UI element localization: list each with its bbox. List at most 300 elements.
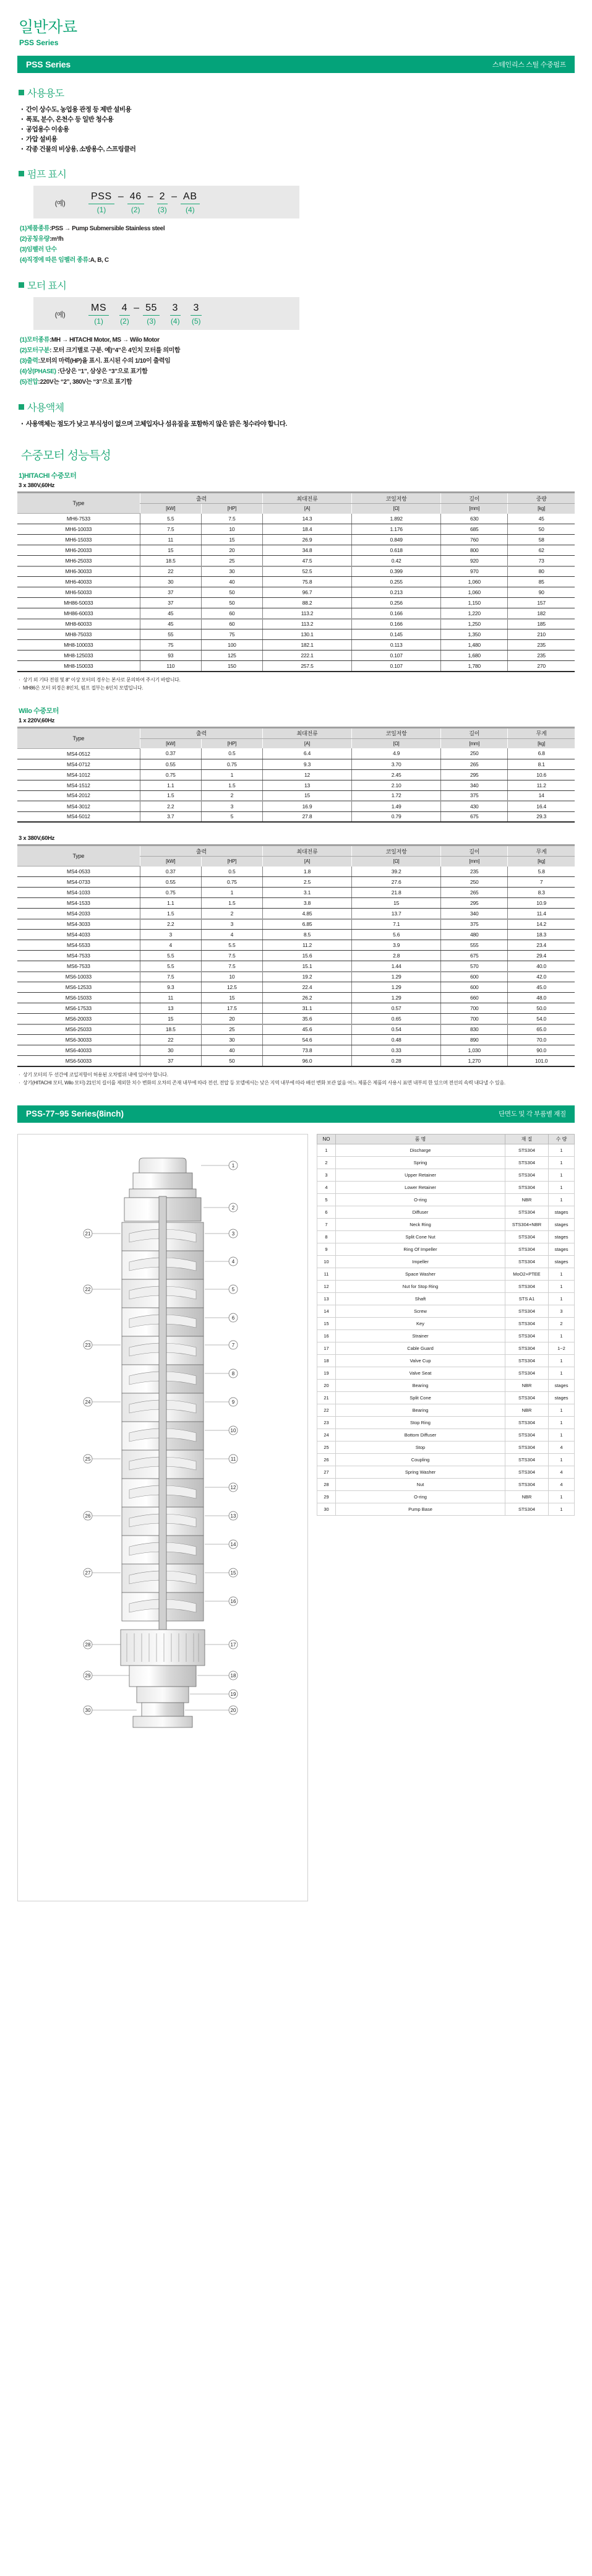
spec-cell: 600 bbox=[441, 982, 508, 993]
liquid-list bbox=[21, 419, 575, 429]
designation-note-value: :단상은 “1”, 삼상은 “3”으로 표기함 bbox=[56, 368, 148, 375]
spec-cell: 2.45 bbox=[352, 769, 441, 780]
drawing-banner-caption: 단면도 및 각 부품별 재질 bbox=[499, 1110, 566, 1118]
spec-table-row bbox=[17, 972, 575, 982]
spec-cell: 0.75 bbox=[140, 888, 201, 898]
spec-cell: 10.6 bbox=[508, 769, 575, 780]
designation-note bbox=[20, 377, 575, 387]
section-heading-liquid bbox=[19, 400, 575, 414]
spec-unit-6: [kg] bbox=[508, 857, 575, 867]
parts-table-row bbox=[317, 1416, 575, 1428]
parts-cell: 14 bbox=[317, 1305, 336, 1317]
spec-cell: 15 bbox=[201, 535, 262, 545]
spec-cell-type: MH6-20033 bbox=[17, 545, 140, 556]
spec-cell: 375 bbox=[441, 790, 508, 801]
spec-col-type: Type bbox=[17, 727, 140, 748]
parts-table-row bbox=[317, 1466, 575, 1478]
spec-table-row bbox=[17, 1024, 575, 1035]
spec-cell: 60 bbox=[201, 619, 262, 629]
spec-cell: 125 bbox=[201, 650, 262, 661]
callout-label: 18 bbox=[230, 1672, 236, 1679]
spec-cell: 9.3 bbox=[140, 982, 201, 993]
parts-col-0: NO bbox=[317, 1134, 336, 1144]
spec-cell: 15 bbox=[262, 790, 351, 801]
spec-cell: 675 bbox=[441, 811, 508, 822]
designation-note bbox=[20, 335, 575, 345]
parts-cell: Spring Washer bbox=[336, 1466, 505, 1478]
parts-col-2: 재 질 bbox=[505, 1134, 549, 1144]
spec-cell: 0.399 bbox=[352, 566, 441, 577]
spec-cell: 6.8 bbox=[508, 748, 575, 759]
spec-cell: 5.5 bbox=[140, 951, 201, 961]
spec-cell: 11 bbox=[140, 535, 201, 545]
spec-cell: 0.849 bbox=[352, 535, 441, 545]
spec-table-row bbox=[17, 577, 575, 587]
designation-token-index: (4) bbox=[185, 205, 195, 214]
spec-table-row bbox=[17, 888, 575, 898]
designation-token bbox=[118, 302, 132, 326]
parts-cell: 4 bbox=[549, 1466, 575, 1478]
spec-cell: 685 bbox=[441, 524, 508, 535]
spec-cell: 50.0 bbox=[508, 1003, 575, 1014]
spec-cell: 11.4 bbox=[508, 909, 575, 919]
parts-cell: Bottom Diffuser bbox=[336, 1428, 505, 1441]
spec-cell: 2.8 bbox=[352, 951, 441, 961]
parts-cell: 1 bbox=[549, 1144, 575, 1156]
spec-cell: 5.5 bbox=[140, 514, 201, 524]
spec-cell: 40 bbox=[201, 1045, 262, 1056]
drawing-and-parts bbox=[17, 1134, 575, 1901]
callout-label: 21 bbox=[85, 1230, 91, 1237]
callout-label: 20 bbox=[230, 1707, 236, 1713]
designation-note-value: :A, B, C bbox=[88, 257, 109, 264]
spec-cell-type: MS6-20033 bbox=[17, 1014, 140, 1024]
parts-cell: 1 bbox=[317, 1144, 336, 1156]
spec-cell-type: MH86-60033 bbox=[17, 608, 140, 619]
designation-note-key: (5)전압 bbox=[20, 379, 38, 386]
spec-cell: 54.6 bbox=[262, 1035, 351, 1045]
spec-cell: 30 bbox=[201, 566, 262, 577]
spec-cell: 1,030 bbox=[441, 1045, 508, 1056]
parts-cell: Nut bbox=[336, 1478, 505, 1490]
pump-drawing-svg bbox=[18, 1135, 307, 1901]
callout-label: 26 bbox=[85, 1513, 91, 1519]
spec-col-1: 출력 bbox=[140, 845, 262, 857]
parts-cell: Strainer bbox=[336, 1329, 505, 1342]
spec-cell: 5.8 bbox=[508, 867, 575, 877]
parts-table-row bbox=[317, 1169, 575, 1181]
spec-cell: 113.2 bbox=[262, 619, 351, 629]
spec-cell: 800 bbox=[441, 545, 508, 556]
wilo-group-title: Wilo 수중모터 bbox=[19, 707, 59, 715]
parts-cell: 1 bbox=[549, 1268, 575, 1280]
parts-cell: Bearing bbox=[336, 1404, 505, 1416]
spec-cell: 42.0 bbox=[508, 972, 575, 982]
parts-table-row bbox=[317, 1280, 575, 1292]
spec-col-4: 길이 bbox=[441, 845, 508, 857]
spec-table-row bbox=[17, 993, 575, 1003]
section-heading-pump-designation bbox=[19, 166, 575, 181]
spec-cell: 18.4 bbox=[262, 524, 351, 535]
usage-list-item: · 가압 설비용 bbox=[21, 134, 575, 144]
spec-cell-type: MH8-125033 bbox=[17, 650, 140, 661]
spec-cell: 0.48 bbox=[352, 1035, 441, 1045]
spec-cell: 3 bbox=[140, 930, 201, 940]
designation-note-key: (2)공칭유량 bbox=[20, 236, 50, 243]
spec-unit-2: [HP] bbox=[201, 738, 262, 748]
parts-table-row bbox=[317, 1391, 575, 1404]
designation-token-index: (2) bbox=[131, 205, 140, 214]
spec-cell-type: MH6-50033 bbox=[17, 587, 140, 598]
spec-cell: 1.8 bbox=[262, 867, 351, 877]
spec-cell: 15.1 bbox=[262, 961, 351, 972]
parts-cell: 1 bbox=[549, 1404, 575, 1416]
designation-token-text: 3 bbox=[170, 302, 181, 316]
parts-col-3: 수 량 bbox=[549, 1134, 575, 1144]
parts-cell: stages bbox=[549, 1206, 575, 1218]
spec-cell: 0.5 bbox=[201, 867, 262, 877]
spec-cell: 760 bbox=[441, 535, 508, 545]
spec-cell: 185 bbox=[508, 619, 575, 629]
spec-cell-type: MS4-3033 bbox=[17, 919, 140, 930]
spec-cell: 45 bbox=[140, 619, 201, 629]
spec-table-row bbox=[17, 759, 575, 769]
spec-cell: 0.166 bbox=[352, 619, 441, 629]
spec-cell: 0.107 bbox=[352, 661, 441, 672]
designation-token bbox=[179, 191, 202, 215]
designation-note-value: :m³/h bbox=[49, 236, 64, 243]
spec-cell: 13 bbox=[262, 780, 351, 790]
parts-cell: Shaft bbox=[336, 1292, 505, 1305]
spec-cell: 1,780 bbox=[441, 661, 508, 672]
parts-cell: STS304 bbox=[505, 1428, 549, 1441]
parts-cell: 27 bbox=[317, 1466, 336, 1478]
spec-cell: 45.0 bbox=[508, 982, 575, 993]
designation-token-index: (2) bbox=[120, 317, 129, 326]
spec-cell: 39.2 bbox=[352, 867, 441, 877]
spec-cell: 0.55 bbox=[140, 759, 201, 769]
spec-cell: 1.5 bbox=[140, 790, 201, 801]
designation-note-key: (3)임펠러 단수 bbox=[20, 246, 57, 253]
spec-cell: 13.7 bbox=[352, 909, 441, 919]
parts-cell: STS304+NBR bbox=[505, 1218, 549, 1230]
spec-table-row bbox=[17, 1056, 575, 1066]
spec-cell: 85 bbox=[508, 577, 575, 587]
parts-cell: STS304 bbox=[505, 1169, 549, 1181]
parts-cell: Cable Guard bbox=[336, 1342, 505, 1354]
designation-separator bbox=[111, 302, 117, 314]
designation-separator: – bbox=[171, 191, 178, 202]
callout-label: 28 bbox=[85, 1641, 91, 1648]
table-voltage-label: 1 x 220V,60Hz bbox=[19, 717, 55, 724]
spec-cell: 26.9 bbox=[262, 535, 351, 545]
pump-designation-notes bbox=[20, 223, 575, 266]
spec-table-row bbox=[17, 919, 575, 930]
spec-table-row bbox=[17, 587, 575, 598]
parts-cell: Neck Ring bbox=[336, 1218, 505, 1230]
parts-cell: Key bbox=[336, 1317, 505, 1329]
parts-cell: NBR bbox=[505, 1193, 549, 1206]
parts-cell: STS304 bbox=[505, 1503, 549, 1515]
spec-cell: 14.3 bbox=[262, 514, 351, 524]
spec-cell: 27.8 bbox=[262, 811, 351, 822]
spec-table-row bbox=[17, 1014, 575, 1024]
parts-cell: STS304 bbox=[505, 1466, 549, 1478]
designation-note bbox=[20, 244, 575, 255]
parts-cell: 6 bbox=[317, 1206, 336, 1218]
parts-cell: Bearing bbox=[336, 1379, 505, 1391]
parts-cell: 24 bbox=[317, 1428, 336, 1441]
parts-table-row bbox=[317, 1268, 575, 1280]
spec-unit-4: [Ω] bbox=[352, 857, 441, 867]
performance-title: 수중모터 성능특성 bbox=[21, 449, 111, 462]
spec-cell: 150 bbox=[201, 661, 262, 672]
pump-designation-code bbox=[87, 191, 202, 215]
parts-cell: 1 bbox=[549, 1367, 575, 1379]
spec-table-row bbox=[17, 650, 575, 661]
spec-cell: 18.5 bbox=[140, 556, 201, 566]
designation-separator bbox=[182, 302, 189, 314]
parts-table-row bbox=[317, 1503, 575, 1515]
spec-cell: 1,060 bbox=[441, 577, 508, 587]
spec-cell: 96.7 bbox=[262, 587, 351, 598]
callout-label: 25 bbox=[85, 1456, 91, 1462]
spec-cell: 0.75 bbox=[140, 769, 201, 780]
spec-cell: 17.5 bbox=[201, 1003, 262, 1014]
spec-cell: 0.75 bbox=[201, 877, 262, 888]
designation-token-text: MS bbox=[88, 302, 109, 316]
parts-cell: 1 bbox=[549, 1280, 575, 1292]
spec-cell-type: MH8-150033 bbox=[17, 661, 140, 672]
spec-cell: 8.5 bbox=[262, 930, 351, 940]
callout-label: 8 bbox=[231, 1370, 235, 1377]
spec-cell-type: MS4-5533 bbox=[17, 940, 140, 951]
parts-cell: Impeller bbox=[336, 1255, 505, 1268]
spec-table-row bbox=[17, 598, 575, 608]
spec-unit-3: [A] bbox=[262, 504, 351, 514]
parts-cell: 17 bbox=[317, 1342, 336, 1354]
spec-cell: 65.0 bbox=[508, 1024, 575, 1035]
spec-cell: 675 bbox=[441, 951, 508, 961]
spec-cell: 10 bbox=[201, 972, 262, 982]
spec-cell: 8.1 bbox=[508, 759, 575, 769]
spec-col-2: 최대전류 bbox=[262, 727, 351, 738]
parts-table bbox=[317, 1134, 575, 1516]
parts-cell: 23 bbox=[317, 1416, 336, 1428]
spec-cell-type: MS4-2033 bbox=[17, 909, 140, 919]
spec-cell: 4 bbox=[201, 930, 262, 940]
callout-label: 22 bbox=[85, 1286, 91, 1292]
spec-cell: 10.9 bbox=[508, 898, 575, 909]
spec-table bbox=[17, 727, 575, 823]
series-banner bbox=[17, 56, 575, 73]
table-notes bbox=[19, 676, 575, 692]
parts-cell: 1 bbox=[549, 1193, 575, 1206]
parts-table-row bbox=[317, 1478, 575, 1490]
table-note: · 상기 모터의 두 선간에 코일저항이 허용된 오차범위 내에 있어야 합니다. bbox=[19, 1071, 575, 1079]
designation-token-index: (3) bbox=[158, 205, 167, 214]
parts-cell: NBR bbox=[505, 1490, 549, 1503]
designation-token-text: 55 bbox=[143, 302, 160, 316]
designation-separator: – bbox=[118, 191, 124, 202]
table-voltage-label: 3 x 380V,60Hz bbox=[19, 482, 55, 489]
parts-cell: stages bbox=[549, 1379, 575, 1391]
designation-separator: – bbox=[147, 191, 153, 202]
spec-cell: 58 bbox=[508, 535, 575, 545]
designation-token bbox=[87, 302, 111, 326]
designation-token-text: 3 bbox=[191, 302, 202, 316]
spec-cell: 375 bbox=[441, 919, 508, 930]
spec-cell: 0.107 bbox=[352, 650, 441, 661]
designation-token-index: (1) bbox=[97, 205, 106, 214]
usage-list-item: · 공업용수 이송용 bbox=[21, 124, 575, 134]
parts-table-row bbox=[317, 1317, 575, 1329]
spec-cell: 7.5 bbox=[201, 961, 262, 972]
spec-unit-4: [Ω] bbox=[352, 504, 441, 514]
spec-cell: 55 bbox=[140, 629, 201, 640]
parts-cell: 25 bbox=[317, 1441, 336, 1453]
spec-cell: 11 bbox=[140, 993, 201, 1003]
parts-cell: STS304 bbox=[505, 1453, 549, 1466]
spec-cell: 62 bbox=[508, 545, 575, 556]
spec-cell: 54.0 bbox=[508, 1014, 575, 1024]
designation-token-index: (1) bbox=[94, 317, 103, 326]
spec-table-row bbox=[17, 982, 575, 993]
parts-table-row bbox=[317, 1490, 575, 1503]
spec-unit-4: [Ω] bbox=[352, 738, 441, 748]
hitachi-group-title: 1)HITACHI 수중모터 bbox=[19, 472, 77, 480]
spec-cell: 890 bbox=[441, 1035, 508, 1045]
spec-table-row bbox=[17, 811, 575, 822]
callout-label: 5 bbox=[231, 1286, 235, 1292]
spec-cell: 0.145 bbox=[352, 629, 441, 640]
spec-cell: 22.4 bbox=[262, 982, 351, 993]
spec-cell: 0.75 bbox=[201, 759, 262, 769]
spec-cell: 1.29 bbox=[352, 972, 441, 982]
spec-cell: 21.8 bbox=[352, 888, 441, 898]
parts-cell: 18 bbox=[317, 1354, 336, 1367]
parts-cell: STS304 bbox=[505, 1156, 549, 1169]
designation-token bbox=[155, 191, 170, 215]
spec-cell: 0.55 bbox=[140, 877, 201, 888]
spec-cell: 22 bbox=[140, 1035, 201, 1045]
spec-cell: 3.1 bbox=[262, 888, 351, 898]
usage-list-item: · 간이 상수도, 농업용 관정 등 제반 설비용 bbox=[21, 105, 575, 115]
spec-cell: 7 bbox=[508, 877, 575, 888]
spec-cell-type: MH8-75033 bbox=[17, 629, 140, 640]
spec-cell: 14.2 bbox=[508, 919, 575, 930]
parts-cell: 12 bbox=[317, 1280, 336, 1292]
spec-col-5: 중량 bbox=[508, 493, 575, 504]
parts-table-row bbox=[317, 1181, 575, 1193]
motor-designation-notes bbox=[20, 335, 575, 387]
spec-cell: 0.79 bbox=[352, 811, 441, 822]
spec-cell: 11.2 bbox=[508, 780, 575, 790]
spec-cell: 88.2 bbox=[262, 598, 351, 608]
spec-col-1: 출력 bbox=[140, 727, 262, 738]
spec-cell: 5.6 bbox=[352, 930, 441, 940]
parts-cell: 26 bbox=[317, 1453, 336, 1466]
spec-cell: 52.5 bbox=[262, 566, 351, 577]
designation-note-value: :모터의 마력(HP)을 표시. 표시된 수의 1/10이 출력임 bbox=[38, 358, 171, 365]
callout-label: 16 bbox=[230, 1598, 236, 1604]
spec-cell: 3.9 bbox=[352, 940, 441, 951]
spec-cell: 222.1 bbox=[262, 650, 351, 661]
motor-example-label: (예) bbox=[54, 311, 66, 319]
parts-cell: Coupling bbox=[336, 1453, 505, 1466]
table-voltage-label: 3 x 380V,60Hz bbox=[19, 835, 55, 842]
parts-cell: 4 bbox=[549, 1441, 575, 1453]
section-heading-liquid-label: 사용액체 bbox=[27, 403, 64, 413]
parts-table-header bbox=[317, 1134, 575, 1144]
parts-cell: MoO2+PTEE bbox=[505, 1268, 549, 1280]
spec-unit-5: [mm] bbox=[441, 504, 508, 514]
parts-cell: 21 bbox=[317, 1391, 336, 1404]
designation-note bbox=[20, 255, 575, 266]
parts-cell: STS304 bbox=[505, 1305, 549, 1317]
spec-table-row bbox=[17, 545, 575, 556]
spec-cell: 14 bbox=[508, 790, 575, 801]
parts-cell: 2 bbox=[549, 1317, 575, 1329]
spec-cell: 50 bbox=[201, 1056, 262, 1066]
designation-token-text: 2 bbox=[157, 191, 168, 204]
parts-cell: 1 bbox=[549, 1354, 575, 1367]
parts-cell: STS304 bbox=[505, 1181, 549, 1193]
spec-cell: 25 bbox=[201, 1024, 262, 1035]
spec-cell: 630 bbox=[441, 514, 508, 524]
parts-table-row bbox=[317, 1305, 575, 1317]
spec-cell: 6.4 bbox=[262, 748, 351, 759]
spec-cell-type: MS4-1012 bbox=[17, 769, 140, 780]
spec-cell: 2.5 bbox=[262, 877, 351, 888]
spec-cell: 50 bbox=[201, 598, 262, 608]
parts-list bbox=[317, 1134, 575, 1516]
spec-cell: 0.113 bbox=[352, 640, 441, 650]
spec-table-row bbox=[17, 930, 575, 940]
spec-cell-type: MH6-7533 bbox=[17, 514, 140, 524]
spec-table-row bbox=[17, 748, 575, 759]
parts-cell: stages bbox=[549, 1391, 575, 1404]
spec-cell: 1.49 bbox=[352, 801, 441, 811]
spec-cell-type: MS4-0533 bbox=[17, 867, 140, 877]
parts-cell: 1 bbox=[549, 1416, 575, 1428]
parts-cell: Nut for Stop Ring bbox=[336, 1280, 505, 1292]
spec-cell: 7.1 bbox=[352, 919, 441, 930]
spec-col-1: 출력 bbox=[140, 493, 262, 504]
spec-cell: 20 bbox=[201, 1014, 262, 1024]
designation-note bbox=[20, 223, 575, 234]
spec-unit-6: [kg] bbox=[508, 504, 575, 514]
spec-cell-type: MS4-0712 bbox=[17, 759, 140, 769]
spec-cell: 22 bbox=[140, 566, 201, 577]
spec-cell: 37 bbox=[140, 587, 201, 598]
spec-cell: 2.10 bbox=[352, 780, 441, 790]
parts-table-row bbox=[317, 1292, 575, 1305]
spec-table-row bbox=[17, 961, 575, 972]
parts-cell: 3 bbox=[549, 1305, 575, 1317]
usage-list-item: · 폭포, 분수, 온천수 등 일반 청수용 bbox=[21, 115, 575, 124]
callout-label: 1 bbox=[231, 1162, 235, 1169]
parts-cell: STS304 bbox=[505, 1354, 549, 1367]
spec-cell: 90 bbox=[508, 587, 575, 598]
spec-cell: 1 bbox=[201, 888, 262, 898]
parts-cell: stages bbox=[549, 1243, 575, 1255]
spec-cell-type: MS4-0512 bbox=[17, 748, 140, 759]
page-title: 일반자료 bbox=[19, 19, 77, 36]
spec-unit-5: [mm] bbox=[441, 857, 508, 867]
spec-cell: 20 bbox=[201, 545, 262, 556]
parts-cell: Stop bbox=[336, 1441, 505, 1453]
